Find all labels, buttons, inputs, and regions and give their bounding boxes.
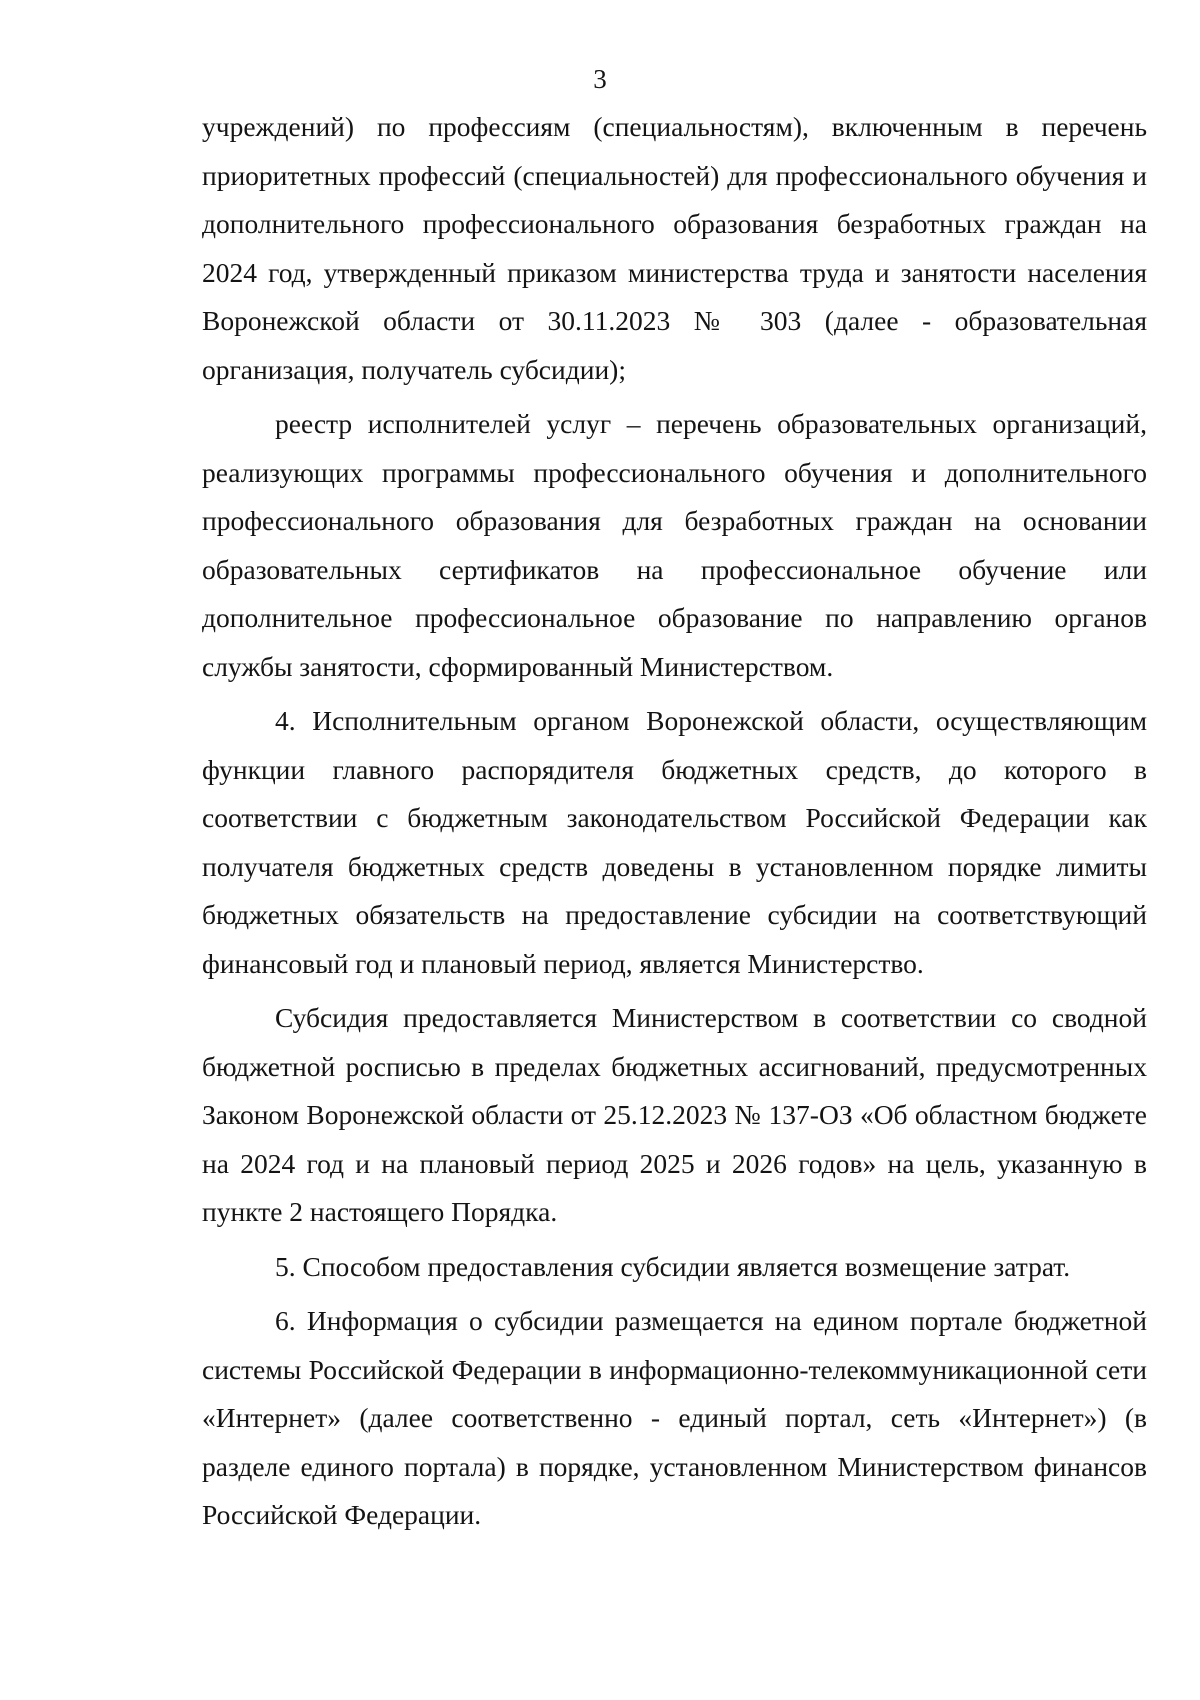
paragraph-item-5: 5. Способом предоставления субсидии является возмещение затрат. xyxy=(275,1250,1071,1282)
page-number: 3 xyxy=(593,64,607,94)
paragraph-item-4: 4. Исполнительным органом Воронежской области, осуществляющим функции главного распорядителя бюджетных средств, до которого в соответствии с бюджетным законодательством Российской Федерации как получателя бюджетных средств доведены в установленном порядке лимиты бюджетных обязательств на предоставление субсидии на соответствующий финансовый год и плановый период, является Министерство. xyxy=(202,705,1147,979)
document-body xyxy=(202,103,1147,1546)
paragraph-item-6: 6. Информация о субсидии размещается на едином портале бюджетной системы Российской Федерации в информационно-телекоммуникационной сети «Интернет» (далее соответственно - единый портал, сеть «Интернет») (в разделе единого портала) в порядке, установленном Министерством финансов Российской Федерации. xyxy=(202,1305,1147,1530)
paragraph-continuation: учреждений) по профессиям (специальностям), включенным в перечень приоритетных профессий (специальностей) для профессионального обучения и дополнительного профессионального образования безработных граждан на 2024 год, утвержденный приказом министерства труда и занятости населения Воронежской области от 30.11.2023 № 303 (далее - образовательная организация, получатель субсидии); xyxy=(202,111,1147,385)
paragraph-subsidy-provision: Субсидия предоставляется Министерством в соответствии со сводной бюджетной росписью в пределах бюджетных ассигнований, предусмотренных Законом Воронежской области от 25.12.2023 № 137-ОЗ «Об областном бюджете на 2024 год и на плановый период 2025 и 2026 годов» на цель, указанную в пункте 2 настоящего Порядка. xyxy=(202,1002,1147,1227)
paragraph-registry-definition: реестр исполнителей услуг – перечень образовательных организаций, реализующих программы профессионального обучения и дополнительного профессионального образования для безработных граждан на основании образовательных сертификатов на профессиональное обучение или дополнительное профессиональное образование по направлению органов службы занятости, сформированный Министерством. xyxy=(202,408,1147,682)
